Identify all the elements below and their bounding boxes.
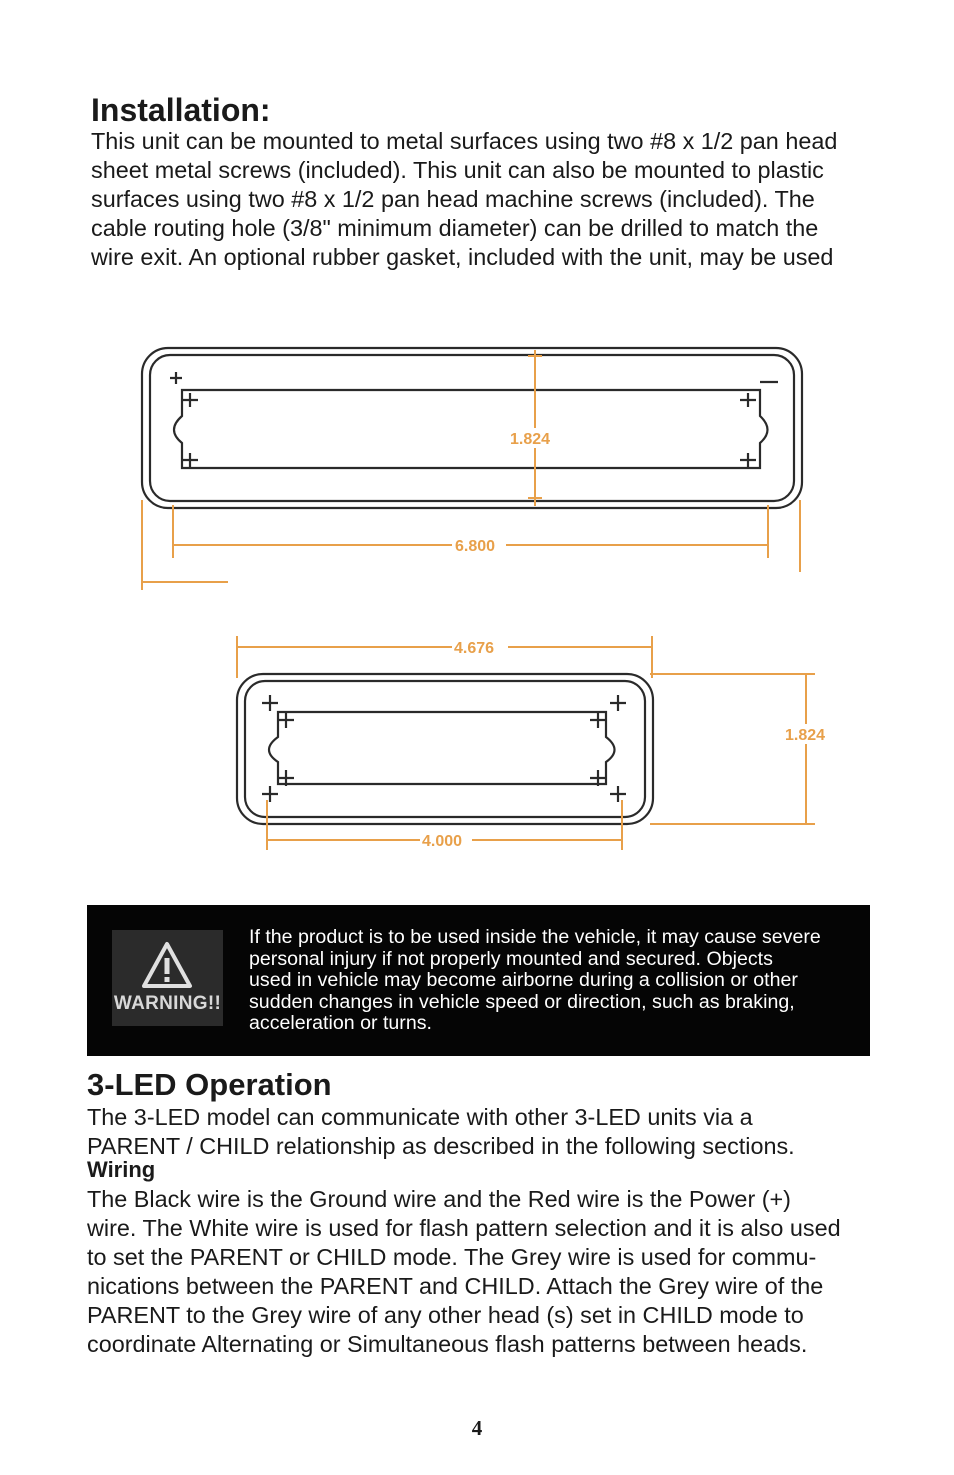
- height-dimension-label: 1.824: [510, 431, 551, 448]
- warning-badge: [112, 930, 223, 1026]
- bottom-view-crosshair: [610, 786, 626, 802]
- wiring-line: coordinate Alternating or Simultaneous flash patterns between heads.: [87, 1331, 808, 1357]
- wiring-line: nications between the PARENT and CHILD. Attach the Grey wire of the: [87, 1273, 824, 1299]
- installation-line: cable routing hole (3/8" minimum diameter) can be drilled to match the: [91, 215, 819, 241]
- bottom-height-dimension-label: 1.824: [785, 727, 826, 744]
- warning-box: [87, 905, 870, 1056]
- installation-line: surfaces using two #8 x 1/2 pan head machine screws (included). The: [91, 186, 815, 212]
- mounting-dimension-drawing: [0, 300, 954, 880]
- page-number: 4: [471, 1416, 483, 1440]
- warning-message: [249, 927, 855, 1035]
- led-operation-paragraph: [87, 1103, 887, 1161]
- top-view-crosshair: [182, 453, 198, 467]
- top-view-crosshair: [182, 393, 198, 407]
- wiring-line: wire. The White wire is used for flash pattern selection and it is also used: [87, 1215, 841, 1241]
- wiring-line: The Black wire is the Ground wire and the Red wire is the Power (+): [87, 1186, 791, 1212]
- bottom-width-dimension-label: 4.676: [454, 640, 495, 657]
- bottom-view-crosshair: [590, 712, 606, 728]
- bottom-view-crosshair: [610, 695, 626, 711]
- warning-line: personal injury if not properly mounted and secured. Objects: [249, 947, 773, 970]
- bottom-view-crosshair: [262, 695, 278, 711]
- installation-paragraph: [91, 127, 891, 272]
- wiring-paragraph: [87, 1185, 887, 1359]
- bottom-view-inner-outline: [245, 681, 645, 817]
- bottom-view-outer-outline: [237, 674, 653, 824]
- bottom-view-crosshair: [262, 786, 278, 802]
- warning-line: sudden changes in vehicle speed or direction, such as braking,: [249, 990, 795, 1013]
- bottom-view-lens-outline: [269, 712, 615, 784]
- installation-line: wire exit. An optional rubber gasket, included with the unit, may be used: [91, 244, 834, 270]
- wiring-line: PARENT to the Grey wire of any other head (s) set in CHILD mode to: [87, 1302, 804, 1328]
- led-operation-heading: 3-LED Operation: [87, 1067, 332, 1102]
- wiring-heading: Wiring: [87, 1157, 156, 1182]
- wiring-line: to set the PARENT or CHILD mode. The Grey wire is used for commu-: [87, 1244, 817, 1270]
- warning-label: WARNING!!: [113, 993, 222, 1014]
- hole-spacing-dimension-label: 4.000: [422, 833, 463, 850]
- warning-triangle-icon: [112, 936, 223, 996]
- width-dimension-label: 6.800: [455, 538, 496, 555]
- installation-line: This unit can be mounted to metal surfaces using two #8 x 1/2 pan head: [91, 128, 838, 154]
- installation-line: sheet metal screws (included). This unit can also be mounted to plastic: [91, 157, 824, 183]
- top-view-crosshair: [170, 372, 182, 384]
- warning-line: If the product is to be used inside the vehicle, it may cause severe: [249, 926, 821, 948]
- top-view-crosshair: [740, 393, 756, 407]
- bottom-view-drawing: [237, 674, 653, 824]
- top-view-inner-outline: [150, 355, 794, 501]
- warning-line: used in vehicle may become airborne during a collision or other: [249, 969, 798, 992]
- bottom-view-crosshair: [278, 712, 294, 728]
- warning-line: acceleration or turns.: [249, 1012, 432, 1035]
- led-line: The 3-LED model can communicate with other 3-LED units via a: [87, 1104, 753, 1130]
- top-view-outer-outline: [142, 348, 802, 508]
- top-view-crosshair: [740, 453, 756, 467]
- top-view-lens-outline: [174, 390, 768, 468]
- led-line: PARENT / CHILD relationship as described in the following sections.: [87, 1133, 795, 1159]
- top-view-drawing: [142, 348, 802, 508]
- installation-heading: Installation:: [91, 92, 271, 128]
